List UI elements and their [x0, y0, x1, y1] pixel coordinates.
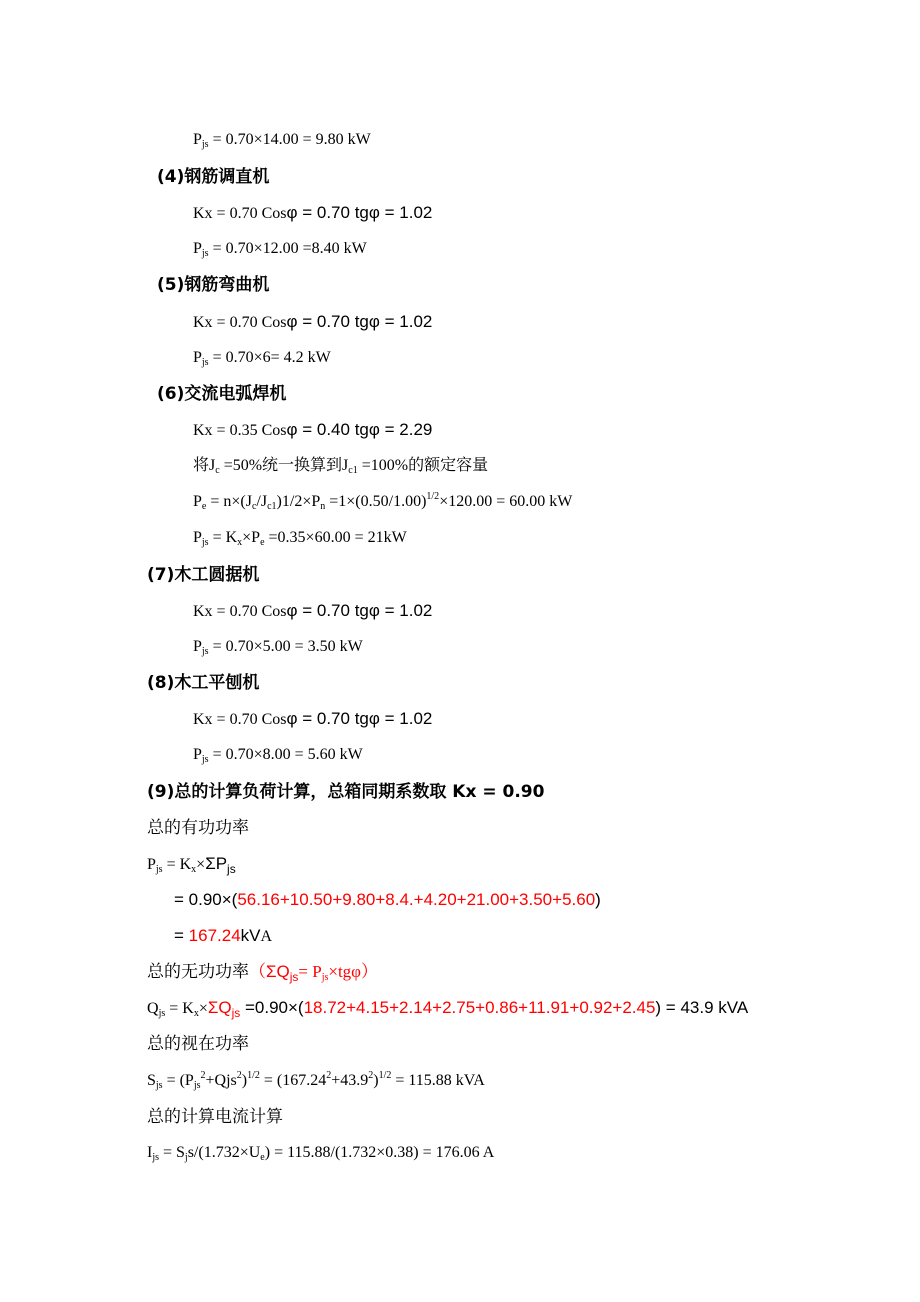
total-active-power-title: 总的有功功率 — [147, 818, 249, 837]
text: = 115.88 kVA — [391, 1072, 485, 1089]
params-line-6 — [193, 418, 432, 443]
text: P — [193, 638, 202, 655]
text: )1/2×P — [276, 493, 321, 510]
heading-5: (5)钢筋弯曲机 — [157, 275, 270, 295]
text: ×P — [242, 529, 261, 546]
subscript: x — [193, 1008, 199, 1019]
text: ) = 43.9 kVA — [655, 998, 749, 1017]
text: = 0.70×8.00 = 5.60 kW — [208, 746, 363, 763]
text: （ — [249, 962, 266, 981]
subscript: n — [320, 501, 326, 512]
params-line-5 — [193, 310, 432, 335]
text: = P — [298, 962, 322, 981]
pjs-line-8 — [193, 743, 363, 767]
text: φ = 0.70 tgφ = 1.02 — [286, 601, 433, 620]
text: = 0.90×( — [174, 890, 238, 909]
text: φ = 0.70 tgφ = 1.02 — [286, 709, 433, 728]
superscript: 1/2 — [247, 1070, 260, 1081]
text: = 0.70×12.00 =8.40 kW — [208, 240, 367, 257]
subscript: js — [193, 1080, 201, 1091]
text: P — [193, 746, 202, 763]
total-pjs-formula — [147, 852, 236, 877]
pe-line — [193, 490, 572, 514]
subscript: js — [227, 862, 236, 876]
total-apparent-power-title: 总的视在功率 — [147, 1034, 249, 1053]
pjs-line-4 — [193, 237, 367, 261]
text: × — [198, 1000, 208, 1017]
superscript: 2 — [200, 1070, 206, 1081]
text: = S — [159, 1144, 185, 1161]
subscript: js — [201, 248, 209, 259]
conversion-note — [193, 454, 488, 478]
text: Kx = 0.70 Cos — [193, 711, 287, 728]
text: P — [193, 349, 202, 366]
subscript: c — [215, 465, 220, 476]
text: P — [193, 131, 202, 148]
text: =0.35×60.00 = 21kW — [264, 529, 407, 546]
superscript: 2 — [236, 1070, 242, 1081]
subscript: j — [184, 1152, 188, 1163]
text: s/(1.732×U — [187, 1144, 261, 1161]
subscript: js — [155, 864, 163, 875]
text: = 0.70×5.00 = 3.50 kW — [208, 638, 363, 655]
text: =0.90×( — [240, 998, 304, 1017]
text: ) = 115.88/(1.732×0.38) = 176.06 A — [264, 1144, 495, 1161]
text: ) — [373, 1072, 379, 1089]
subscript: e — [260, 1152, 265, 1163]
text: = K — [165, 1000, 194, 1017]
total-ijs-formula — [147, 1141, 494, 1165]
subscript: js — [201, 646, 209, 657]
text: ×tgφ） — [328, 962, 378, 981]
text: ΣQ — [266, 962, 290, 981]
total-sjs-formula — [147, 1069, 485, 1093]
sum-terms: 18.72+4.15+2.14+2.75+0.86+11.91+0.92+2.45 — [303, 998, 656, 1017]
params-line-8 — [193, 707, 432, 732]
text: φ = 0.40 tgφ = 2.29 — [286, 420, 433, 439]
subscript: js — [321, 972, 329, 983]
text: Kx = 0.35 Cos — [193, 422, 287, 439]
text: ) — [241, 1072, 248, 1089]
text: kV — [240, 926, 261, 945]
subscript: e — [201, 501, 207, 512]
heading-6: (6)交流电弧焊机 — [157, 384, 287, 404]
total-qjs-formula — [147, 996, 748, 1021]
text: Kx = 0.70 Cos — [193, 205, 287, 222]
result-value: 167.24 — [188, 926, 241, 945]
text: ΣP — [205, 854, 228, 873]
total-pjs-sum — [174, 888, 601, 912]
pjs-line-7 — [193, 635, 363, 659]
text: ) — [595, 890, 601, 909]
text: = 0.70×6= 4.2 kW — [208, 349, 331, 366]
heading-7: (7)木工圆据机 — [147, 565, 260, 585]
superscript: 2 — [368, 1070, 374, 1081]
text: +43.9 — [331, 1072, 369, 1089]
text: /J — [256, 493, 268, 510]
heading-4: (4)钢筋调直机 — [157, 167, 270, 187]
params-line-4 — [193, 201, 432, 226]
text: ×120.00 = 60.00 kW — [439, 493, 573, 510]
text: = (P — [162, 1072, 194, 1089]
subscript: x — [237, 537, 243, 548]
pjs-line-3 — [193, 128, 371, 152]
text: S — [147, 1072, 156, 1089]
params-line-7 — [193, 599, 432, 624]
text: φ = 0.70 tgφ = 1.02 — [286, 203, 433, 222]
text: I — [147, 1144, 153, 1161]
total-reactive-power-title — [147, 960, 378, 984]
text: =50%统一换算到J — [219, 457, 349, 474]
text: P — [193, 493, 202, 510]
superscript: 1/2 — [426, 491, 440, 502]
text: +Qjs — [205, 1072, 237, 1089]
subscript: c — [251, 501, 257, 512]
text: P — [193, 529, 202, 546]
text: = n×(J — [206, 493, 252, 510]
text: ΣQ — [207, 998, 232, 1017]
total-current-title: 总的计算电流计算 — [147, 1107, 283, 1126]
subscript: js — [158, 1008, 166, 1019]
text: Kx = 0.70 Cos — [193, 314, 287, 331]
subscript: js — [289, 970, 299, 984]
text: = K — [208, 529, 238, 546]
subscript: js — [152, 1152, 159, 1163]
subscript: js — [201, 357, 209, 368]
subscript: js — [231, 1006, 241, 1020]
text: φ = 0.70 tgφ = 1.02 — [286, 312, 433, 331]
total-pjs-result — [174, 924, 272, 949]
subscript: x — [191, 864, 197, 875]
text: 总的无功功率 — [147, 962, 249, 981]
text: P — [147, 856, 156, 873]
subscript: js — [201, 139, 209, 150]
pjs-line-5 — [193, 346, 331, 370]
text: =100%的额定容量 — [357, 457, 489, 474]
text: A — [260, 928, 273, 945]
text: = 0.70×14.00 = 9.80 kW — [208, 131, 371, 148]
text: P — [193, 240, 202, 257]
subscript: js — [201, 754, 209, 765]
subscript: e — [260, 537, 265, 548]
subscript: js — [201, 537, 209, 548]
superscript: 1/2 — [378, 1070, 392, 1081]
subscript: c1 — [348, 465, 358, 476]
text: × — [196, 856, 206, 873]
text: = — [174, 926, 189, 945]
pjs-line-6 — [193, 526, 407, 550]
subscript: c1 — [267, 501, 277, 512]
heading-8: (8)木工平刨机 — [147, 673, 260, 693]
text: =1×(0.50/1.00) — [325, 493, 427, 510]
text: Q — [147, 1000, 159, 1017]
text: Kx = 0.70 Cos — [193, 603, 287, 620]
text: 将J — [193, 457, 216, 474]
superscript: 2 — [326, 1070, 332, 1081]
subscript: js — [155, 1080, 163, 1091]
text: = K — [162, 856, 192, 873]
heading-9: (9)总的计算负荷计算，总箱同期系数取 Kx = 0.90 — [147, 782, 545, 802]
text: = (167.24 — [259, 1072, 327, 1089]
sum-terms: 56.16+10.50+9.80+8.4.+4.20+21.00+3.50+5.60 — [237, 890, 596, 909]
